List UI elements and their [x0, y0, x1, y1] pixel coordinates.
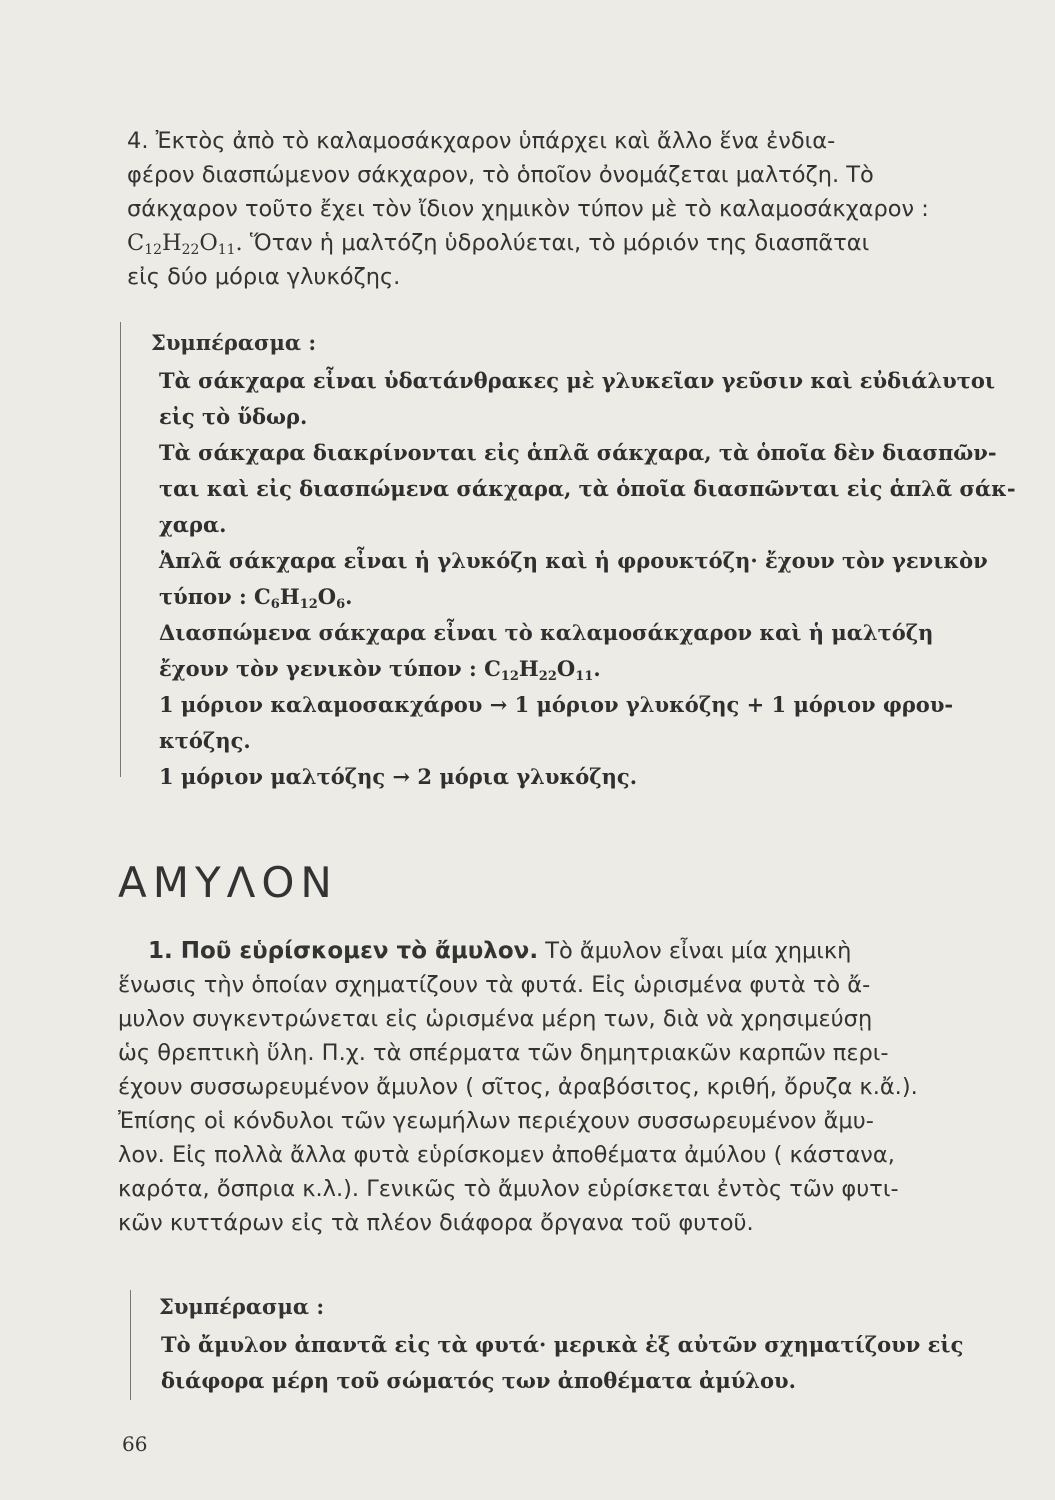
text-line: Ἐπίσης οἱ κόνδυλοι τῶν γεωμήλων περιέχουν συσσωρευμένον ἄμυ-	[118, 1108, 874, 1134]
text-line: ἕνωσις τὴν ὁποίαν σχηματίζουν τὰ φυτά. Εἰς ὡρισμένα φυτὰ τὸ ἄ-	[118, 972, 871, 998]
conclusion-line: χαρα.	[159, 512, 227, 537]
text-line: $C_{12}H_{22}O_{11}$. Ὅταν ἡ μαλτόζη ὑδρολύεται, τὸ μόριόν της διασπᾶται	[127, 230, 870, 258]
text-line: 1. Ποῦ εὑρίσκομεν τὸ ἄμυλον. Τὸ ἄμυλον εἶναι μία χημικὴ	[148, 938, 852, 964]
disaccharide-formula: $C_{12}H_{22}O_{11}$.	[484, 656, 601, 684]
conclusion-title: Συμπέρασμα :	[151, 330, 317, 355]
text-line: λον. Εἰς πολλὰ ἄλλα φυτὰ εὑρίσκομεν ἀποθέματα ἀμύλου ( κάστανα,	[118, 1142, 895, 1168]
maltose-formula: $C_{12}H_{22}O_{11}$.	[127, 230, 243, 258]
conclusion-line: τύπον : $C_6H_{12}O_6$.	[159, 584, 353, 612]
conclusion-line: 1 μόριον καλαμοσακχάρου → 1 μόριον γλυκόζης + 1 μόριον φρου-	[159, 692, 954, 717]
maltose-paragraph	[127, 124, 977, 294]
text-line: ὡς θρεπτικὴ ὕλη. Π.χ. τὰ σπέρματα τῶν δημητριακῶν καρπῶν περι-	[118, 1040, 889, 1066]
page-number: 66	[122, 1432, 148, 1456]
text-line: σάκχαρον τοῦτο ἔχει τὸν ἴδιον χημικὸν τύπον μὲ τὸ καλαμοσάκχαρον :	[127, 196, 929, 222]
conclusion-line: Τὸ ἄμυλον ἀπαντᾶ εἰς τὰ φυτά· μερικὰ ἐξ αὐτῶν σχηματίζουν εἰς	[161, 1332, 964, 1357]
conclusion-title: Συμπέρασμα :	[159, 1294, 325, 1319]
conclusion-line: κτόζης.	[159, 728, 251, 753]
conclusion-line: διάφορα μέρη τοῦ σώματός των ἀποθέματα ἀμύλου.	[161, 1368, 796, 1393]
conclusion-line: εἰς τὸ ὕδωρ.	[159, 404, 308, 429]
conclusion-line: Τὰ σάκχαρα διακρίνονται εἰς ἁπλᾶ σάκχαρα, τὰ ὁποῖα δὲν διασπῶν-	[159, 440, 997, 465]
section-title: 1. Ποῦ εὑρίσκομεν τὸ ἄμυλον.	[148, 938, 539, 964]
text-line: φέρον διασπώμενον σάκχαρον, τὸ ὁποῖον ὀνομάζεται μαλτόζη. Τὸ	[127, 162, 874, 188]
conclusion-line: Τὰ σάκχαρα εἶναι ὑδατάνθρακες μὲ γλυκεῖαν γεῦσιν καὶ εὐδιάλυτοι	[159, 368, 996, 393]
starch-paragraph	[118, 934, 980, 1240]
text-line: καρότα, ὄσπρια κ.λ.). Γενικῶς τὸ ἄμυλον εὑρίσκεται ἐντὸς τῶν φυτι-	[118, 1176, 899, 1202]
conclusion-box	[130, 1290, 981, 1400]
text-line: 4. Ἐκτὸς ἀπὸ τὸ καλαμοσάκχαρον ὑπάρχει καὶ ἄλλο ἕνα ἐνδια-	[127, 128, 836, 154]
conclusion-line: ἔχουν τὸν γενικὸν τύπον : $C_{12}H_{22}O_{11}$.	[159, 656, 601, 684]
section-heading: ΑΜΥΛΟΝ	[118, 858, 338, 907]
text-line: κῶν κυττάρων εἰς τὰ πλέον διάφορα ὄργανα τοῦ φυτοῦ.	[118, 1210, 754, 1236]
conclusion-line: ται καὶ εἰς διασπώμενα σάκχαρα, τὰ ὁποῖα διασπῶνται εἰς ἁπλᾶ σάκ-	[159, 476, 1016, 501]
conclusion-line: 1 μόριον μαλτόζης → 2 μόρια γλυκόζης.	[159, 764, 638, 789]
text-line: μυλον συγκεντρώνεται εἰς ὡρισμένα μέρη των, διὰ νὰ χρησιμεύσῃ	[118, 1006, 873, 1032]
conclusion-line: Ἁπλᾶ σάκχαρα εἶναι ἡ γλυκόζη καὶ ἡ φρουκτόζη· ἔχουν τὸν γενικὸν	[159, 548, 988, 573]
simple-sugar-formula: $C_6H_{12}O_6$.	[254, 584, 353, 612]
text-line: έχουν συσσωρευμένον ἄμυλον ( σῖτος, ἀραβόσιτος, κριθή, ὄρυζα κ.ἄ.).	[118, 1074, 918, 1100]
conclusion-line: Διασπώμενα σάκχαρα εἶναι τὸ καλαμοσάκχαρον καὶ ἡ μαλτόζη	[159, 620, 934, 645]
conclusion-box	[120, 322, 1016, 789]
text-line: εἰς δύο μόρια γλυκόζης.	[127, 264, 401, 290]
